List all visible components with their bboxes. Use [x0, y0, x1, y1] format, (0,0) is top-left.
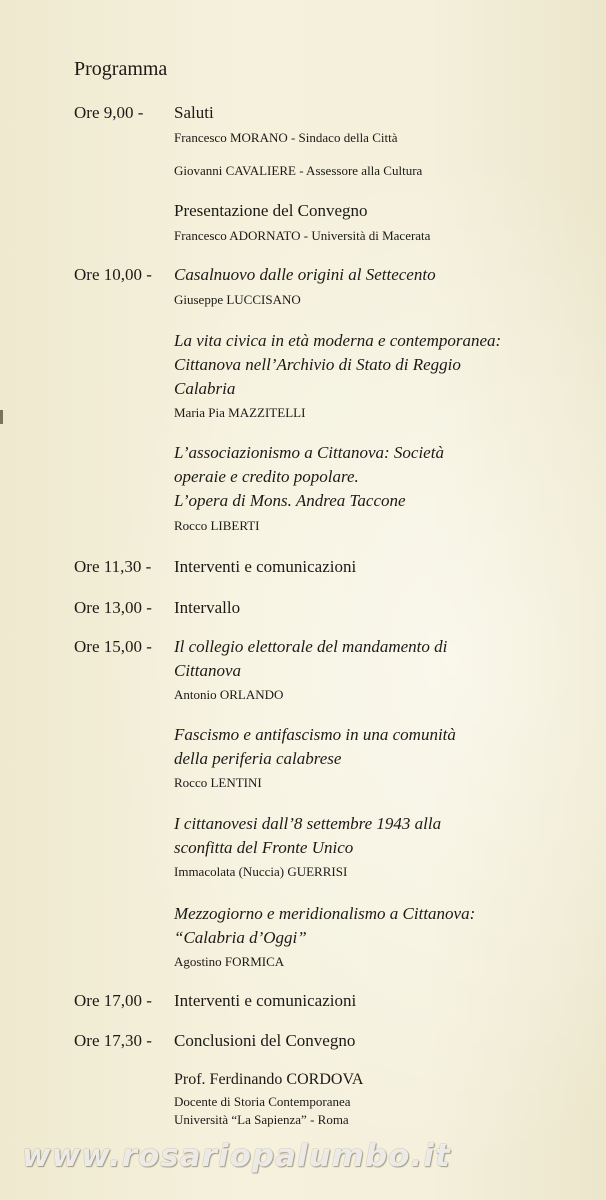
- talk-title-mezzogiorno-2: “Calabria d’Oggi”: [174, 928, 307, 947]
- talk-title-conclusioni: Conclusioni del Convegno: [174, 1031, 356, 1050]
- program-title: Programma: [74, 58, 168, 80]
- closing-speaker-institution: Università “La Sapienza” - Roma: [174, 1112, 349, 1127]
- closing-speaker-name: Prof. Ferdinando CORDOVA: [174, 1071, 364, 1088]
- talk-title-cittanovesi-2: sconfitta del Fronte Unico: [174, 838, 354, 857]
- talk-title-vita-civica-2: Cittanova nell’Archivio di Stato di Reggio: [174, 355, 461, 374]
- session-time-1300: Ore 13,00 -: [74, 598, 152, 617]
- speaker-lentini: Rocco LENTINI: [174, 775, 262, 790]
- closing-speaker-role: Docente di Storia Contemporanea: [174, 1094, 351, 1109]
- speaker-morano: Francesco MORANO - Sindaco della Città: [174, 130, 398, 145]
- talk-title-vita-civica-3: Calabria: [174, 379, 236, 398]
- talk-title-presentazione: Presentazione del Convegno: [174, 201, 368, 220]
- session-time-1730: Ore 17,30 -: [74, 1031, 152, 1050]
- talk-title-collegio-2: Cittanova: [174, 661, 242, 680]
- talk-title-interventi-1: Interventi e comunicazioni: [174, 557, 357, 576]
- talk-title-saluti: Saluti: [174, 103, 214, 122]
- speaker-liberti: Rocco LIBERTI: [174, 518, 260, 533]
- talk-title-associazionismo-3: L’opera di Mons. Andrea Taccone: [174, 491, 406, 510]
- session-time-1700: Ore 17,00 -: [74, 991, 152, 1010]
- speaker-guerrisi: Immacolata (Nuccia) GUERRISI: [174, 864, 348, 879]
- speaker-mazzitelli: Maria Pia MAZZITELLI: [174, 405, 306, 420]
- session-time-0900: Ore 9,00 -: [74, 103, 144, 122]
- session-time-1000: Ore 10,00 -: [74, 265, 152, 284]
- speaker-adornato: Francesco ADORNATO - Università di Macerata: [174, 228, 431, 243]
- talk-title-vita-civica-1: La vita civica in età moderna e contemporanea:: [174, 331, 502, 350]
- talk-title-intervallo: Intervallo: [174, 598, 241, 617]
- talk-title-interventi-2: Interventi e comunicazioni: [174, 991, 357, 1010]
- speaker-formica: Agostino FORMICA: [174, 954, 285, 969]
- talk-title-associazionismo-1: L’associazionismo a Cittanova: Società: [174, 443, 444, 462]
- watermark: www.rosariopalumbo.it: [22, 1138, 451, 1174]
- talk-title-casalnuovo: Casalnuovo dalle origini al Settecento: [174, 265, 436, 284]
- speaker-orlando: Antonio ORLANDO: [174, 687, 284, 702]
- talk-title-associazionismo-2: operaie e credito popolare.: [174, 467, 359, 486]
- session-time-1130: Ore 11,30 -: [74, 557, 152, 576]
- speaker-cavaliere: Giovanni CAVALIERE - Assessore alla Cultura: [174, 163, 423, 178]
- session-time-1500: Ore 15,00 -: [74, 637, 152, 656]
- speaker-luccisano: Giuseppe LUCCISANO: [174, 292, 301, 307]
- page-edge-mark: [0, 410, 3, 424]
- talk-title-fascismo-2: della periferia calabrese: [174, 749, 342, 768]
- talk-title-cittanovesi-1: I cittanovesi dall’8 settembre 1943 alla: [174, 814, 442, 833]
- talk-title-fascismo-1: Fascismo e antifascismo in una comunità: [174, 725, 456, 744]
- talk-title-collegio-1: Il collegio elettorale del mandamento di: [174, 637, 448, 656]
- talk-title-mezzogiorno-1: Mezzogiorno e meridionalismo a Cittanova:: [174, 904, 476, 923]
